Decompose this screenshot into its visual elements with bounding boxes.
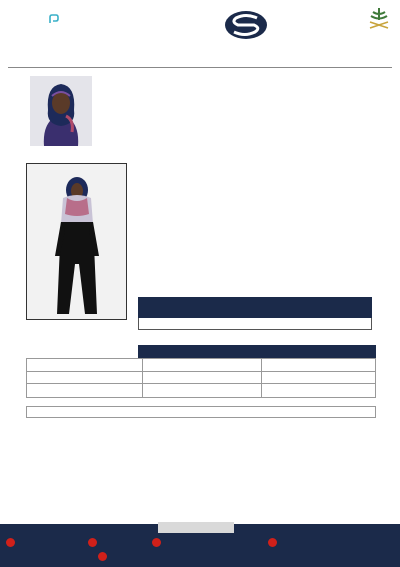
language-table <box>26 358 376 398</box>
email-icon <box>268 538 277 547</box>
full-body-figure-icon <box>27 164 127 320</box>
house-work-header <box>26 406 376 418</box>
musaned-logo <box>8 12 60 36</box>
ministry-logo <box>318 6 394 44</box>
ministry-emblem-icon <box>364 6 394 32</box>
location-icon <box>98 552 107 561</box>
full-body-photo <box>26 163 127 320</box>
title-bar <box>8 52 392 68</box>
phone-icon-2 <box>88 538 97 547</box>
experience-text <box>138 318 372 330</box>
language-section-header <box>138 345 376 358</box>
portrait-figure-icon <box>30 76 92 146</box>
musaned-mark-icon <box>48 13 60 25</box>
sahl-saned-logo-icon <box>224 10 268 40</box>
phone-icon-1 <box>6 538 15 547</box>
experience-header <box>138 297 372 318</box>
phone-icon-3 <box>152 538 161 547</box>
portrait-photo <box>30 76 92 146</box>
contact-label-box <box>158 522 234 533</box>
contact-footer <box>0 524 400 567</box>
